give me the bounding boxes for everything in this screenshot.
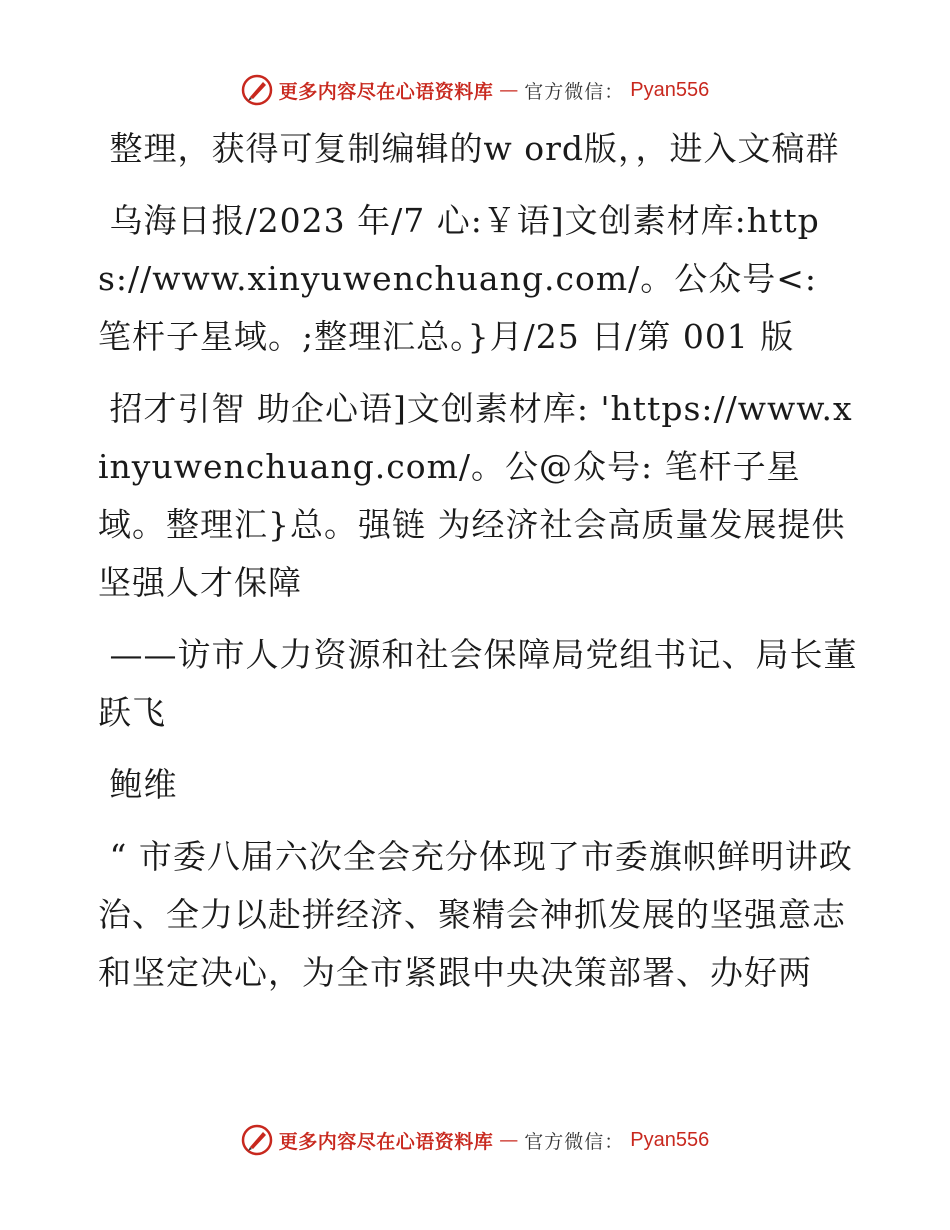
banner-wechat-label: 官方微信：	[524, 1130, 625, 1153]
paragraph-headline: 招才引智 助企心语]文创素材库: 'https://www.xinyuwenchuang.com/。公@众号: 笔杆子星域。整理汇}总。强链 为经济社会高质量发展提供坚强人才保障	[98, 389, 853, 602]
quill-pen-icon	[241, 1124, 273, 1156]
document-body	[98, 120, 858, 1016]
paragraph-source: 乌海日报/2023 年/7 心:￥语]文创素材库:https://www.xinyuwenchuang.com/。公众号<: 笔杆子星域。;整理汇总。}月/25 日/第 001 版	[98, 201, 829, 356]
banner-brand: 更多内容尽在心语资料库	[278, 80, 494, 103]
quill-pen-icon	[241, 74, 273, 106]
footer-banner	[0, 1120, 950, 1160]
paragraph-subheadline: ——访市人力资源和社会保障局党组书记、局长董跃飞	[98, 635, 858, 732]
paragraph-intro: 整理，获得可复制编辑的w ord版，，进入文稿群	[98, 129, 840, 168]
paragraph-author: 鲍维	[98, 765, 178, 804]
banner-separator: —	[499, 79, 519, 101]
header-banner	[0, 70, 950, 110]
banner-wechat-id: Pyan556	[630, 78, 710, 101]
paragraph-body: “ 市委八届六次全会充分体现了市委旗帜鲜明讲政治、全力以赴拼经济、聚精会神抓发展的坚强意志和坚定决心，为全市紧跟中央决策部署、办好两	[98, 837, 853, 992]
banner-brand: 更多内容尽在心语资料库	[278, 1130, 494, 1153]
banner-wechat-label: 官方微信：	[524, 80, 625, 103]
banner-wechat-id: Pyan556	[630, 1128, 710, 1151]
banner-separator: —	[499, 1129, 519, 1151]
